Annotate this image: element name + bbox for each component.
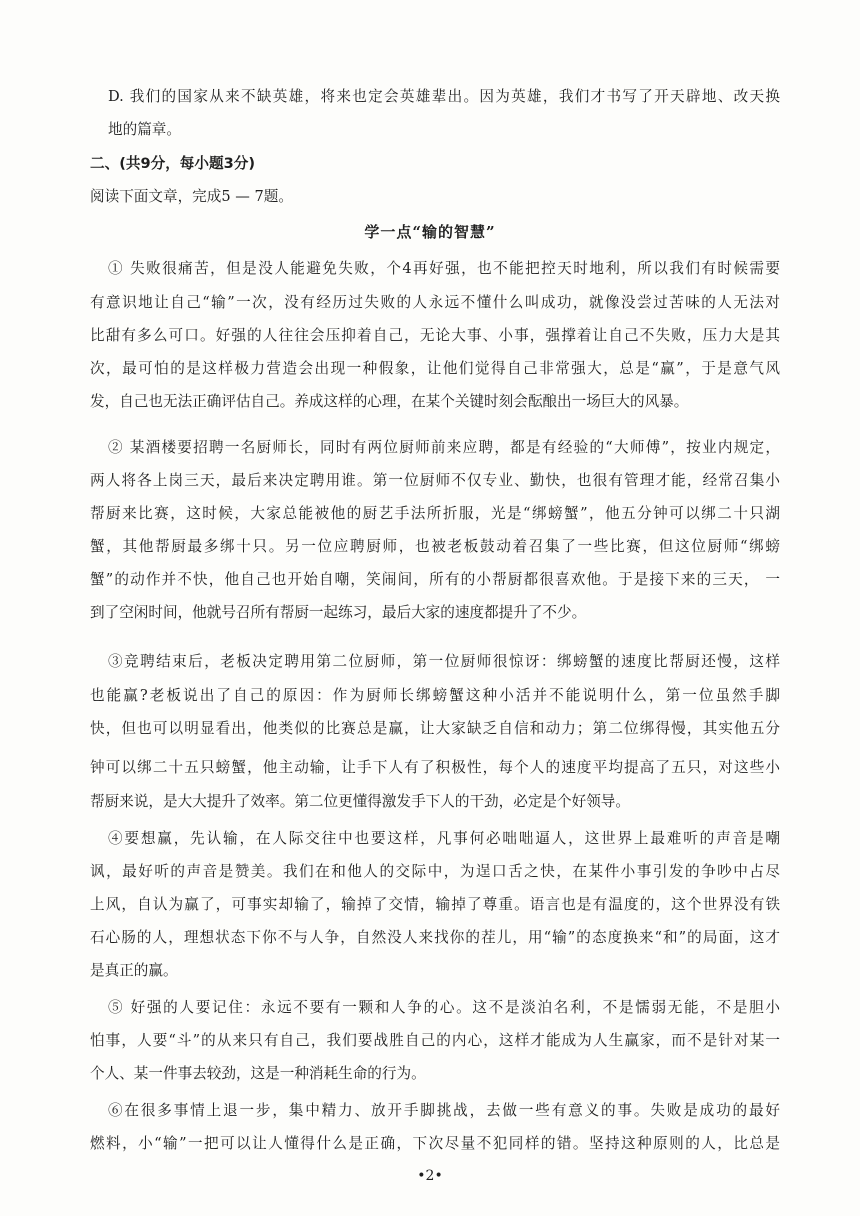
paragraph-4-line-1: ④要想赢，先认输，在人际交往中也要这样，凡事何必咄咄逼人，这世界上最难听的声音是嘲 bbox=[108, 830, 780, 847]
paragraph-3-line-5: 帮厨来说，是大大提升了效率。第二位更懂得激发手下人的干劲，必定是个好领导。 bbox=[90, 793, 630, 810]
section-heading: 二、(共9分，每小题3分) bbox=[90, 155, 255, 172]
paragraph-6-line-1: ⑥在很多事情上退一步，集中精力、放开手脚挑战，去做一些有意义的事。失败是成功的最好 bbox=[108, 1102, 780, 1119]
paragraph-2-line-4: 蟹，其他帮厨最多绑十只。另一位应聘厨师，也被老板鼓动着召集了一些比赛，但这位厨师“绑螃 bbox=[90, 538, 780, 555]
paragraph-2-line-6: 到了空闲时间，他就号召所有帮厨一起练习，最后大家的速度都提升了不少。 bbox=[90, 604, 587, 621]
paragraph-3-line-4: 钟可以绑二十五只螃蟹，他主动输，让手下人有了积极性，每个人的速度平均提高了五只，对这些小 bbox=[90, 759, 780, 776]
reading-instruction: 阅读下面文章，完成5 — 7题。 bbox=[90, 188, 293, 205]
paragraph-1-line-2: 有意识地让自己“输”一次，没有经历过失败的人永远不懂什么叫成功，就像没尝过苦味的人无法对 bbox=[90, 294, 780, 311]
paragraph-4-line-2: 讽，最好听的声音是赞美。我们在和他人的交际中，为逞口舌之快，在某件小事引发的争吵中占尽 bbox=[90, 863, 780, 880]
page-number: •2• bbox=[417, 1168, 443, 1184]
option-d-line-2: 地的篇章。 bbox=[108, 121, 181, 138]
paragraph-5-line-3: 个人、某一件事去较劲，这是一种消耗生命的行为。 bbox=[90, 1065, 426, 1082]
paragraph-1-line-3: 比甜有多么可口。好强的人往往会压抑着自己，无论大事、小事，强撑着让自己不失败，压力大是其 bbox=[90, 327, 780, 344]
paragraph-4-line-5: 是真正的赢。 bbox=[90, 962, 178, 979]
option-d-line-1: D. 我们的国家从来不缺英雄，将来也定会英雄辈出。因为英雄，我们才书写了开天辟地、改天换 bbox=[108, 88, 780, 105]
paragraph-3-line-3: 快，但也可以明显看出，他类似的比赛总是赢，让大家缺乏自信和动力；第二位绑得慢，其实他五分 bbox=[90, 720, 780, 737]
paragraph-1-line-1: ① 失败很痛苦，但是没人能避免失败，个4再好强，也不能把控天时地利，所以我们有时候需要 bbox=[108, 260, 780, 277]
paragraph-5-line-1: ⑤ 好强的人要记住：永远不要有一颗和人争的心。这不是淡泊名利，不是懦弱无能，不是胆小 bbox=[108, 999, 780, 1016]
paragraph-4-line-3: 上风，自认为赢了，可事实却输了，输掉了交情，输掉了尊重。语言也是有温度的，这个世界没有铁 bbox=[90, 896, 780, 913]
paragraph-2-line-1: ② 某酒楼要招聘一名厨师长，同时有两位厨师前来应聘，都是有经验的“大师傅”，按业内规定， bbox=[108, 439, 780, 456]
paragraph-4-line-4: 石心肠的人，理想状态下你不与人争，自然没人来找你的茬儿，用“输”的态度换来“和”的局面，这才 bbox=[90, 929, 780, 946]
paragraph-1-line-5: 发，自己也无法正确评估自己。养成这样的心理，在某个关键时刻会酝酿出一场巨大的风暴。 bbox=[90, 393, 689, 410]
article-title: 学一点“输的智慧” bbox=[364, 223, 496, 241]
paragraph-2-line-2: 两人将各上岗三天，最后来决定聘用谁。第一位厨师不仅专业、勤快，也很有管理才能，经常召集小 bbox=[90, 472, 780, 489]
paragraph-2-line-5: 蟹”的动作并不快，他自己也开始自嘲，笑闹间，所有的小帮厨都很喜欢他。于是接下来的三天， 一 bbox=[90, 571, 780, 588]
paragraph-3-line-1: ③竞聘结束后，老板决定聘用第二位厨师，第一位厨师很惊讶：绑螃蟹的速度比帮厨还慢，这样 bbox=[108, 653, 780, 670]
paragraph-2-line-3: 帮厨来比赛，这时候，大家总能被他的厨艺手法所折服，光是“绑螃蟹”，他五分钟可以绑二十只湖 bbox=[90, 505, 780, 522]
paragraph-1-line-4: 次，最可怕的是这样极力营造会出现一种假象，让他们觉得自己非常强大，总是“赢”，于是意气风 bbox=[90, 360, 780, 377]
paragraph-6-line-2: 燃料，小“输”一把可以让人懂得什么是正确，下次尽量不犯同样的错。坚持这种原则的人，比总是 bbox=[90, 1135, 780, 1152]
paragraph-5-line-2: 怕事，人要“斗”的从来只有自己，我们要战胜自己的内心，这样才能成为人生赢家，而不是针对某一 bbox=[90, 1032, 780, 1049]
paragraph-3-line-2: 也能赢?老板说出了自己的原因：作为厨师长绑螃蟹这种小活并不能说明什么，第一位虽然手脚 bbox=[90, 687, 780, 704]
